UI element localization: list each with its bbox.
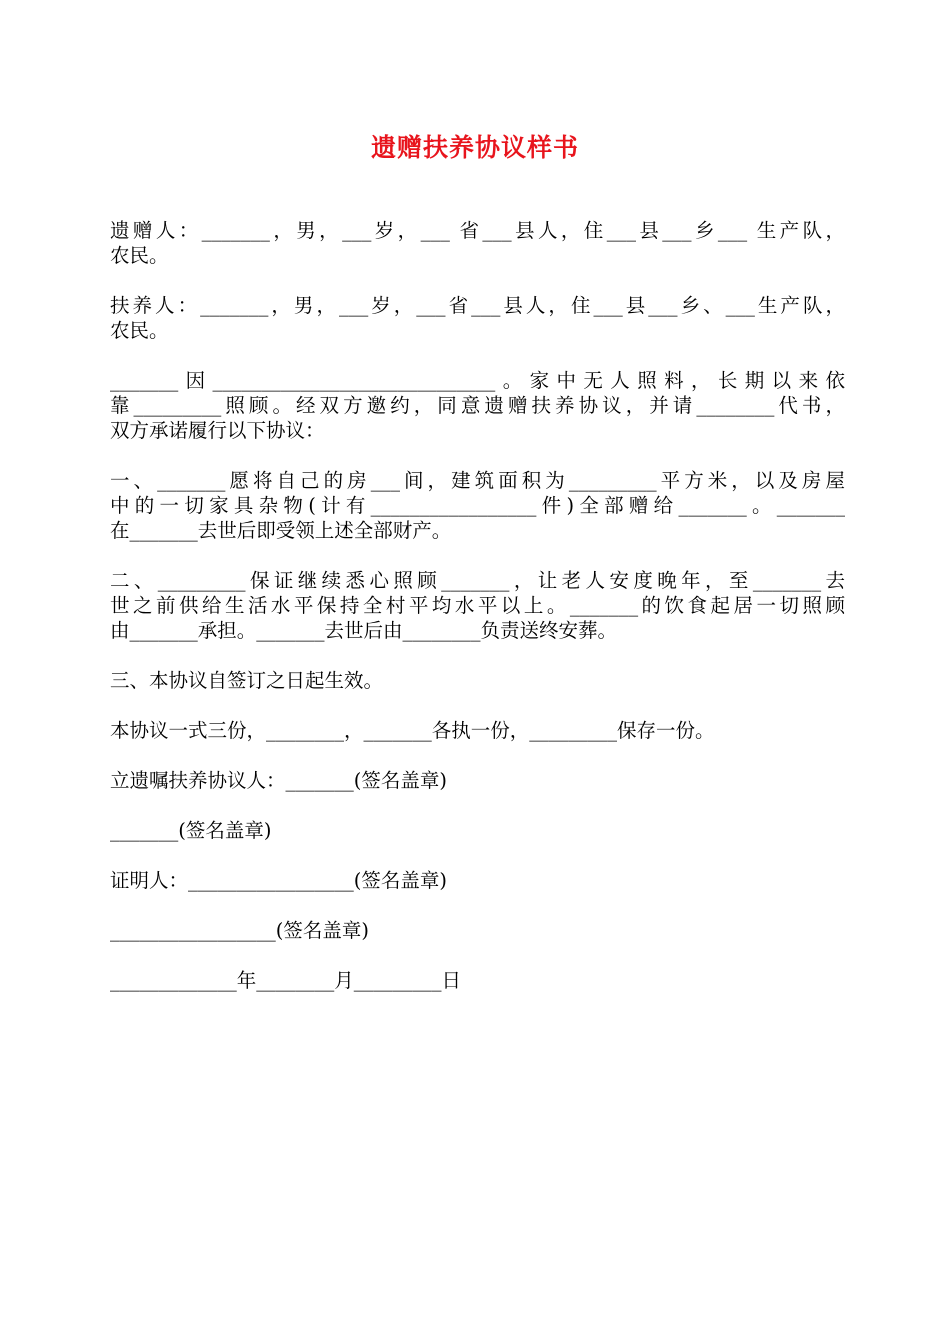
text-line: 遗赠人：_______，男，___岁，___ 省___县人，住___县___乡___ 生产队， [110,219,845,242]
paragraph-copies [110,718,845,743]
paragraph-clause-3 [110,668,845,693]
document-body [110,218,845,993]
text-line: 双方承诺履行以下协议： [110,419,325,442]
text-line: 中的一切家具杂物(计有_________________件)全部赠给_______。_______ [110,494,845,517]
text-line: 扶养人：_______，男，___岁，___省___县人，住___县___乡、___生产队， [110,294,845,317]
signature-witness-1 [110,868,845,893]
paragraph-clause-2 [110,568,845,643]
text-line: _______(签名盖章) [110,819,272,842]
text-line: 农民。 [110,319,169,342]
text-line: 由_______承担。_______去世后由________负责送终安葬。 [110,619,618,642]
text-line: 世之前供给生活水平保持全村平均水平以上。_______的饮食起居一切照顾 [110,594,845,617]
paragraph-supporter [110,293,845,343]
signature-party-1 [110,768,845,793]
paragraph-background [110,368,845,443]
signature-date [110,968,845,993]
text-line: _________________(签名盖章) [110,919,369,942]
signature-witness-2 [110,918,845,943]
text-line: 立遗嘱扶养协议人：_______(签名盖章) [110,769,447,792]
text-line: 本协议一式三份，________，_______各执一份，_________保存一份。 [110,719,715,742]
text-line: 一、_______愿将自己的房___间，建筑面积为_________平方米，以及房屋 [110,469,845,492]
text-line: _______因_____________________________。家中无人照料，长期以来依 [110,369,845,392]
text-line: 农民。 [110,244,169,267]
signature-party-2 [110,818,845,843]
paragraph-clause-1 [110,468,845,543]
text-line: 证明人：_________________(签名盖章) [110,869,447,892]
text-line: 靠_________照顾。经双方邀约，同意遗赠扶养协议，并请________代书， [110,394,845,417]
text-line: _____________年________月_________日 [110,969,461,992]
document-title: 遗赠扶养协议样书 [370,133,579,162]
text-line: 三、本协议自签订之日起生效。 [110,669,384,692]
paragraph-bequeather [110,218,845,268]
text-line: 二、_________保证继续悉心照顾_______，让老人安度晚年，至_______去 [110,569,845,592]
text-line: 在_______去世后即受领上述全部财产。 [110,519,452,542]
